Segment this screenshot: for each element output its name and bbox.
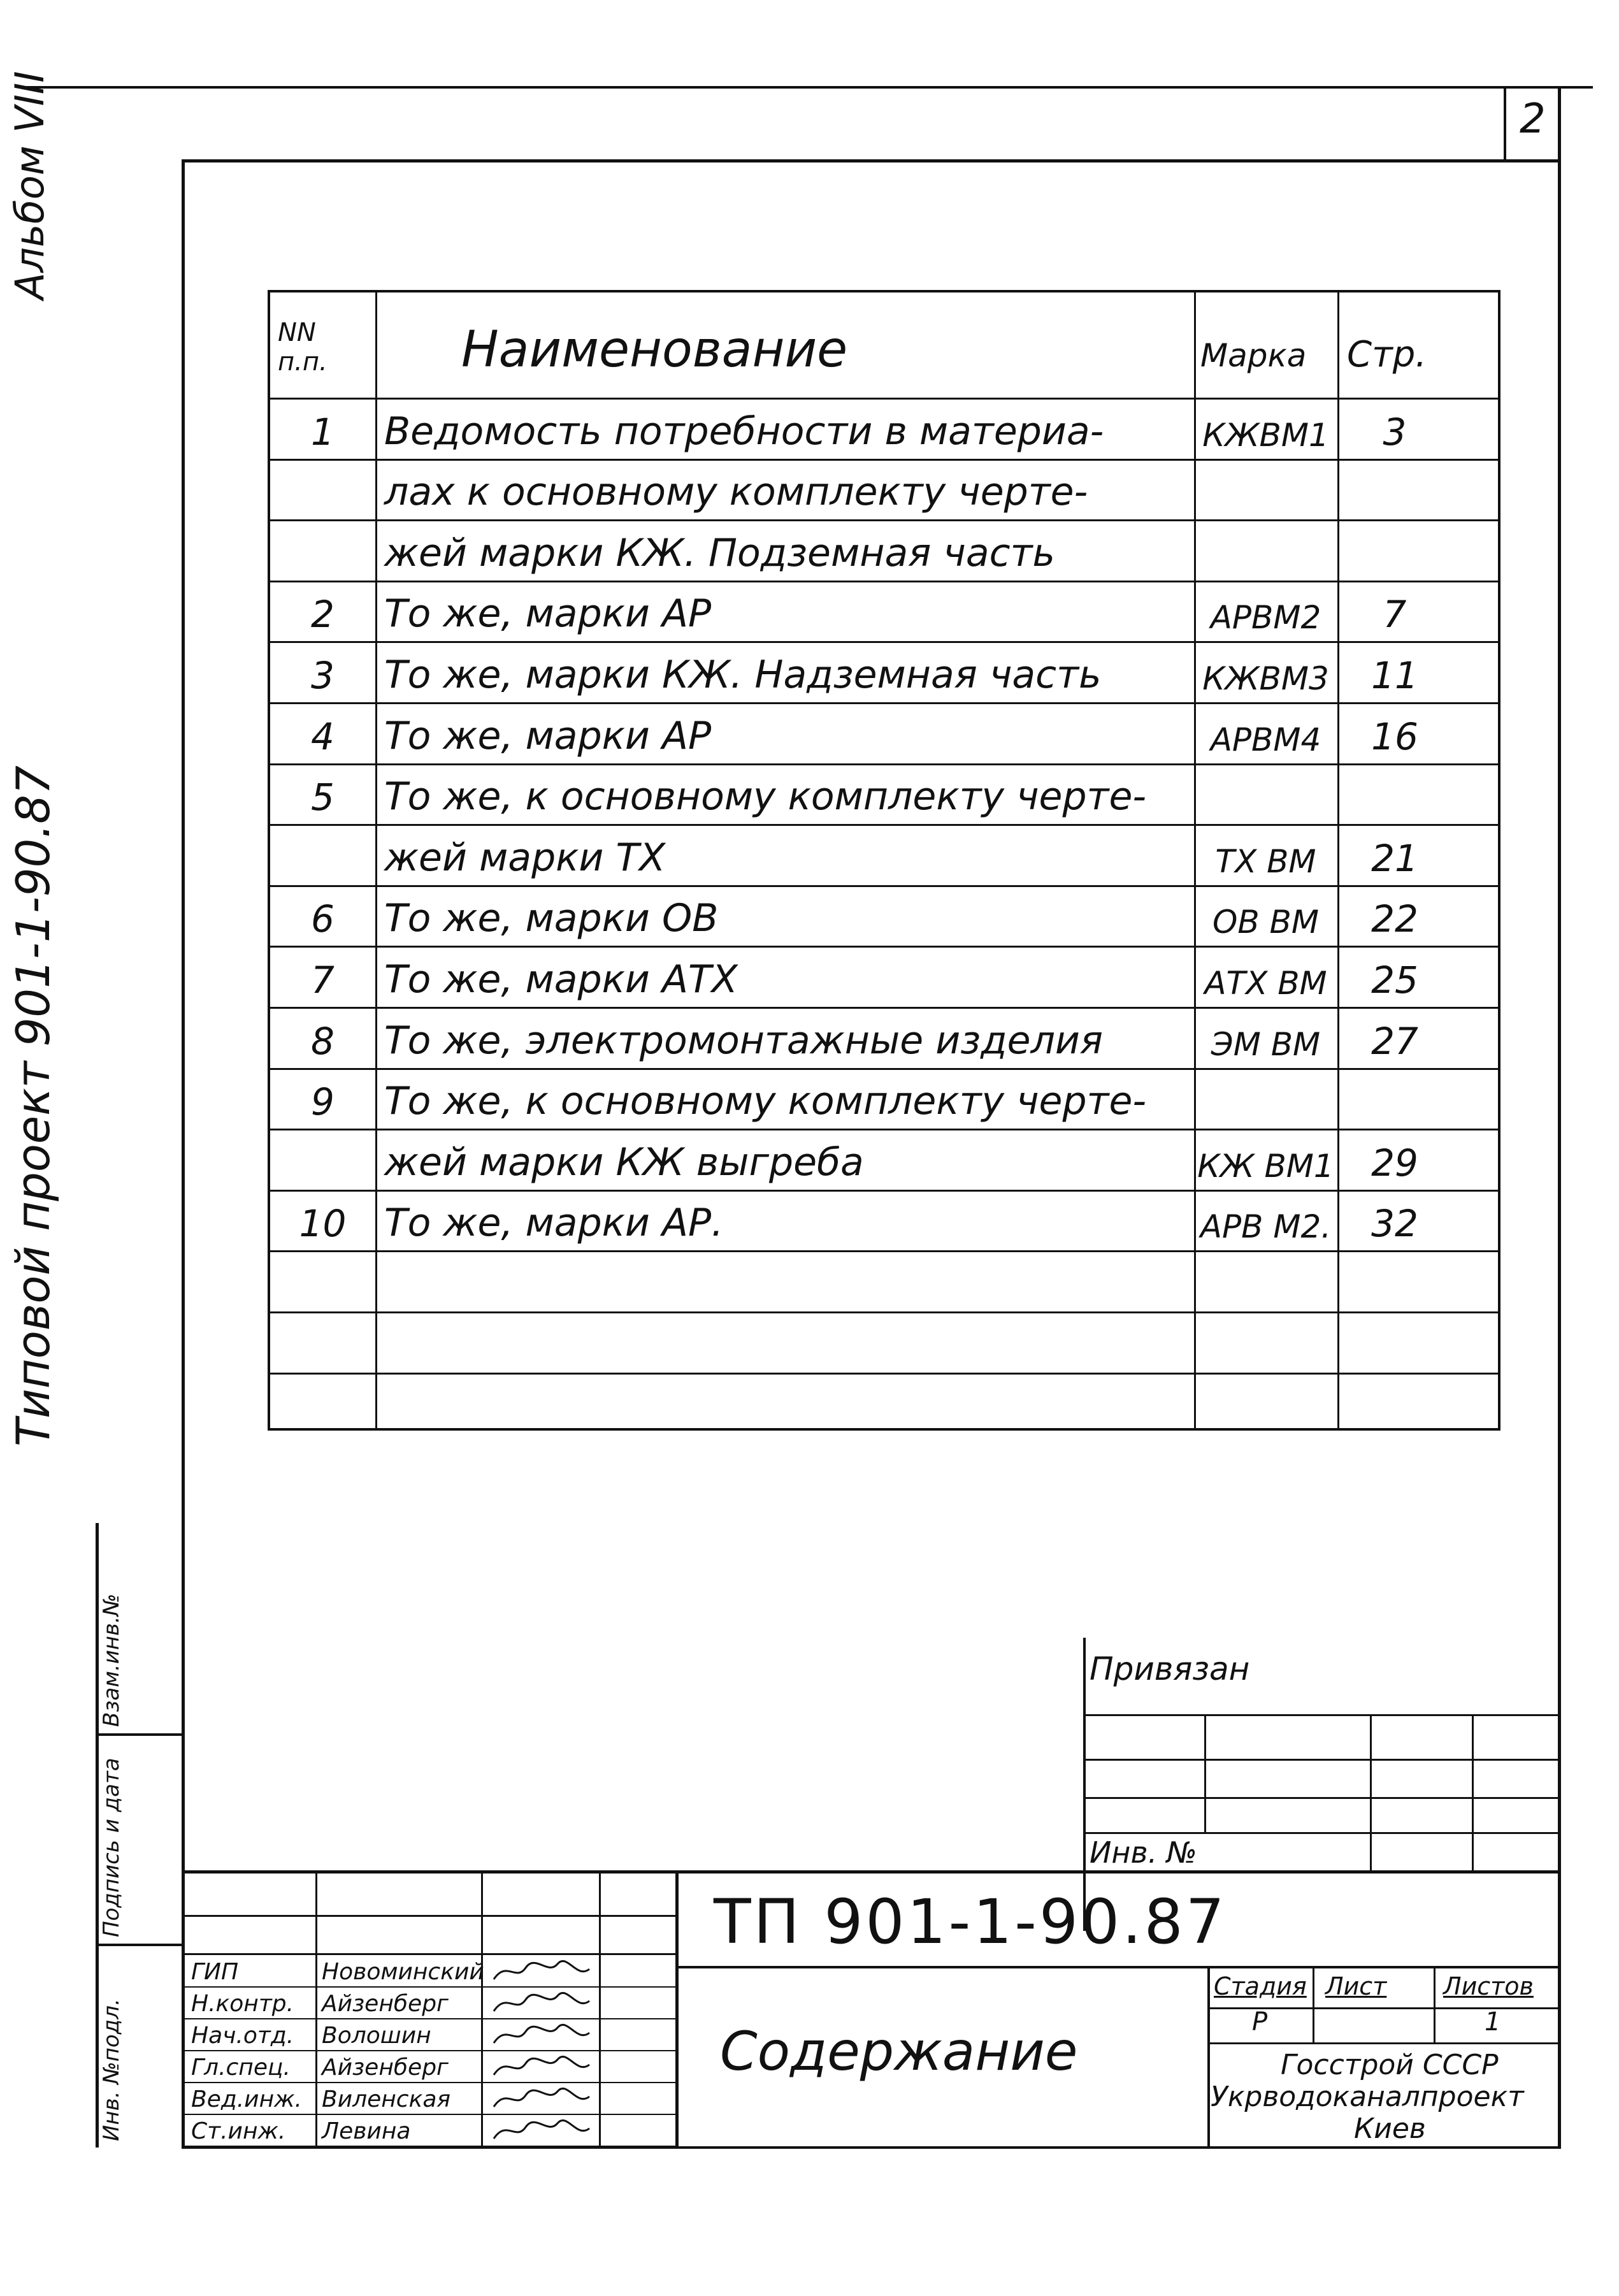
signature-name: Айзенберг	[322, 2054, 449, 2081]
row-name	[375, 1313, 1194, 1373]
bind-block-col	[1204, 1714, 1206, 1832]
row-num	[270, 1313, 375, 1373]
bind-block-line	[1083, 1797, 1561, 1799]
sig-row	[182, 1915, 675, 1917]
bind-block-col	[1370, 1714, 1372, 1870]
stamp-status-col	[1313, 1966, 1314, 2042]
row-page	[1337, 1070, 1452, 1129]
row-mark	[1194, 1252, 1337, 1311]
stamp-mid	[675, 1966, 1561, 1968]
row-num: 5	[311, 776, 335, 819]
bind-block-title: Привязан	[1090, 1650, 1250, 1687]
row-mark: ЭМ ВМ	[1211, 1025, 1321, 1063]
table-row	[270, 581, 1498, 642]
signature-name: Левина	[322, 2118, 411, 2144]
row-page	[1337, 461, 1452, 520]
stamp-status-col	[1434, 1966, 1436, 2042]
side-stamp-divider	[96, 1944, 185, 1946]
signature-name: Новоминский	[322, 1959, 484, 1985]
row-page: 25	[1371, 958, 1418, 1002]
row-num	[270, 461, 375, 520]
table-row	[270, 1373, 1498, 1434]
row-num	[270, 1252, 375, 1311]
header-mark: Марка	[1200, 337, 1307, 374]
table-row	[270, 1250, 1498, 1311]
sig-row	[182, 1986, 675, 1988]
top-border-line	[25, 86, 1593, 89]
row-name: То же, марки АР.	[384, 1201, 724, 1246]
org-line-1: Госстрой СССР	[1281, 2049, 1499, 2081]
table-header	[270, 292, 1498, 398]
table-row	[270, 824, 1498, 885]
org-line-3: Киев	[1354, 2112, 1426, 2145]
table-row	[270, 1007, 1498, 1068]
row-mark: АТХ ВМ	[1204, 964, 1327, 1002]
table-row	[270, 1068, 1498, 1129]
signature-role: ГИП	[191, 1959, 239, 1985]
signature-scribble	[487, 2084, 596, 2114]
row-num: 10	[299, 1202, 347, 1246]
row-num	[270, 1375, 375, 1434]
row-name	[375, 1375, 1194, 1434]
row-mark: АРВМ2	[1210, 599, 1321, 637]
stamp-org-left	[1207, 1966, 1210, 2148]
sig-col	[481, 1870, 483, 2148]
row-name: То же, к основному комплекту черте-	[384, 774, 1147, 819]
row-page	[1337, 1313, 1452, 1373]
row-page: 32	[1371, 1202, 1418, 1246]
row-name: То же, марки АР	[384, 713, 712, 758]
sheets-label: Листов	[1443, 1972, 1534, 2000]
frame-right-line	[1558, 86, 1561, 2148]
header-num: NN п.п.	[278, 318, 327, 377]
table-row	[270, 398, 1498, 459]
stamp-status-row	[1207, 2042, 1561, 2044]
signature-scribble	[487, 1988, 596, 2019]
signature-date-label: Подпись и дата	[99, 1758, 124, 1937]
row-num: 7	[311, 958, 335, 1002]
row-page	[1337, 765, 1452, 825]
sig-row	[182, 2050, 675, 2051]
sheet-label: Лист	[1325, 1972, 1387, 2000]
row-name: То же, к основному комплекту черте-	[384, 1079, 1147, 1124]
row-name: Ведомость потребности в материа-	[384, 408, 1104, 454]
row-num	[270, 521, 375, 581]
row-num: 6	[311, 897, 335, 941]
row-page: 29	[1371, 1141, 1418, 1185]
row-num: 8	[311, 1019, 335, 1063]
stamp-top	[182, 1870, 1561, 1874]
row-name: То же, электромонтажные изделия	[384, 1018, 1104, 1063]
table-row	[270, 763, 1498, 825]
table-row	[270, 702, 1498, 763]
table-row	[270, 1311, 1498, 1373]
contents-table	[268, 290, 1500, 1431]
inv-original-label: Инв. №подл.	[99, 1998, 124, 2141]
row-name: жей марки КЖ выгреба	[384, 1139, 864, 1185]
row-mark	[1194, 1375, 1337, 1434]
signature-role: Ст.инж.	[191, 2118, 286, 2144]
sig-row	[182, 2018, 675, 2019]
album-label: Альбом VIII	[6, 71, 53, 300]
row-num	[270, 826, 375, 885]
row-num: 9	[311, 1080, 335, 1124]
table-row	[270, 459, 1498, 520]
table-row	[270, 885, 1498, 946]
sig-row	[182, 2082, 675, 2083]
row-name: лах к основному комплекту черте-	[384, 470, 1088, 515]
table-row	[270, 1129, 1498, 1190]
row-page	[1337, 1375, 1452, 1434]
row-mark: ТХ ВМ	[1215, 842, 1316, 880]
row-name: То же, марки АР	[384, 591, 712, 637]
row-num	[270, 1130, 375, 1190]
sheet-number: 2	[1520, 96, 1546, 143]
table-row	[270, 519, 1498, 581]
row-mark	[1194, 1070, 1337, 1129]
row-page: 27	[1371, 1019, 1418, 1063]
bind-block-line	[1083, 1714, 1561, 1716]
header-page: Стр.	[1347, 334, 1427, 375]
status-label: Стадия	[1214, 1972, 1307, 2000]
sig-col	[599, 1870, 601, 2148]
row-num: 1	[311, 410, 335, 454]
bind-block-line	[1083, 1759, 1561, 1761]
row-page: 21	[1371, 836, 1418, 880]
stamp-signature-right	[675, 1870, 679, 2148]
bind-block-line	[1083, 1832, 1561, 1834]
doc-title: Содержание	[720, 2020, 1078, 2083]
signature-name: Айзенберг	[322, 1991, 449, 2017]
sheet-number-box-line	[1504, 86, 1506, 159]
row-num: 3	[311, 653, 335, 697]
signature-name: Виленская	[322, 2086, 451, 2112]
table-row	[270, 946, 1498, 1007]
signature-scribble	[487, 2052, 596, 2083]
signature-role: Нач.отд.	[191, 2023, 294, 2049]
row-mark	[1194, 765, 1337, 825]
sig-row	[182, 1953, 675, 1955]
row-mark	[1194, 521, 1337, 581]
row-name: жей марки КЖ. Подземная часть	[384, 530, 1055, 575]
frame-top-line	[182, 159, 1561, 162]
signature-role: Н.контр.	[191, 1991, 294, 2017]
table-row	[270, 1190, 1498, 1251]
status-value: Р	[1252, 2007, 1268, 2037]
row-name: То же, марки АТХ	[384, 957, 738, 1002]
signature-scribble	[487, 2020, 596, 2051]
row-page: 22	[1371, 897, 1418, 941]
row-num: 4	[311, 714, 335, 758]
row-page: 3	[1383, 410, 1407, 454]
row-name: жей марки ТХ	[384, 835, 666, 880]
frame-left-line	[182, 159, 185, 2148]
sig-col	[315, 1870, 317, 2148]
table-row	[270, 641, 1498, 702]
signature-role: Вед.инж.	[191, 2086, 302, 2112]
row-name	[375, 1252, 1194, 1311]
signature-scribble	[487, 1956, 596, 1987]
row-num: 2	[311, 593, 335, 637]
row-mark: КЖ ВМ1	[1197, 1147, 1334, 1185]
signature-name: Волошин	[322, 2023, 431, 2049]
row-mark: АРВМ4	[1210, 721, 1321, 758]
signature-scribble	[487, 2116, 596, 2146]
doc-code: ТП 901-1-90.87	[714, 1886, 1227, 1958]
row-mark: АРВ М2.	[1200, 1208, 1332, 1246]
row-page: 16	[1371, 714, 1418, 758]
row-mark	[1194, 461, 1337, 520]
row-page: 7	[1383, 593, 1407, 637]
side-stamp-divider	[96, 1733, 185, 1736]
project-label: Типовой проект 901-1-90.87	[6, 765, 60, 1447]
row-page	[1337, 521, 1452, 581]
row-mark	[1194, 1313, 1337, 1373]
row-name: То же, марки ОВ	[384, 896, 719, 941]
row-name: То же, марки КЖ. Надземная часть	[384, 652, 1102, 697]
row-mark: ОВ ВМ	[1212, 904, 1319, 941]
replacement-inv-label: Взам.инв.№	[99, 1593, 124, 1727]
sheets-value: 1	[1485, 2007, 1501, 2037]
row-page: 11	[1371, 653, 1418, 697]
header-name: Наименование	[461, 321, 848, 379]
row-mark: КЖВМ3	[1202, 660, 1329, 697]
bind-block-col	[1472, 1714, 1474, 1870]
row-page	[1337, 1252, 1452, 1311]
sig-row	[182, 2114, 675, 2115]
signature-role: Гл.спец.	[191, 2054, 291, 2081]
org-line-2: Укрводоканалпроект	[1211, 2081, 1524, 2113]
bind-block-inv: Инв. №	[1090, 1835, 1197, 1870]
sig-row	[182, 2146, 675, 2147]
row-mark: КЖВМ1	[1202, 416, 1329, 454]
